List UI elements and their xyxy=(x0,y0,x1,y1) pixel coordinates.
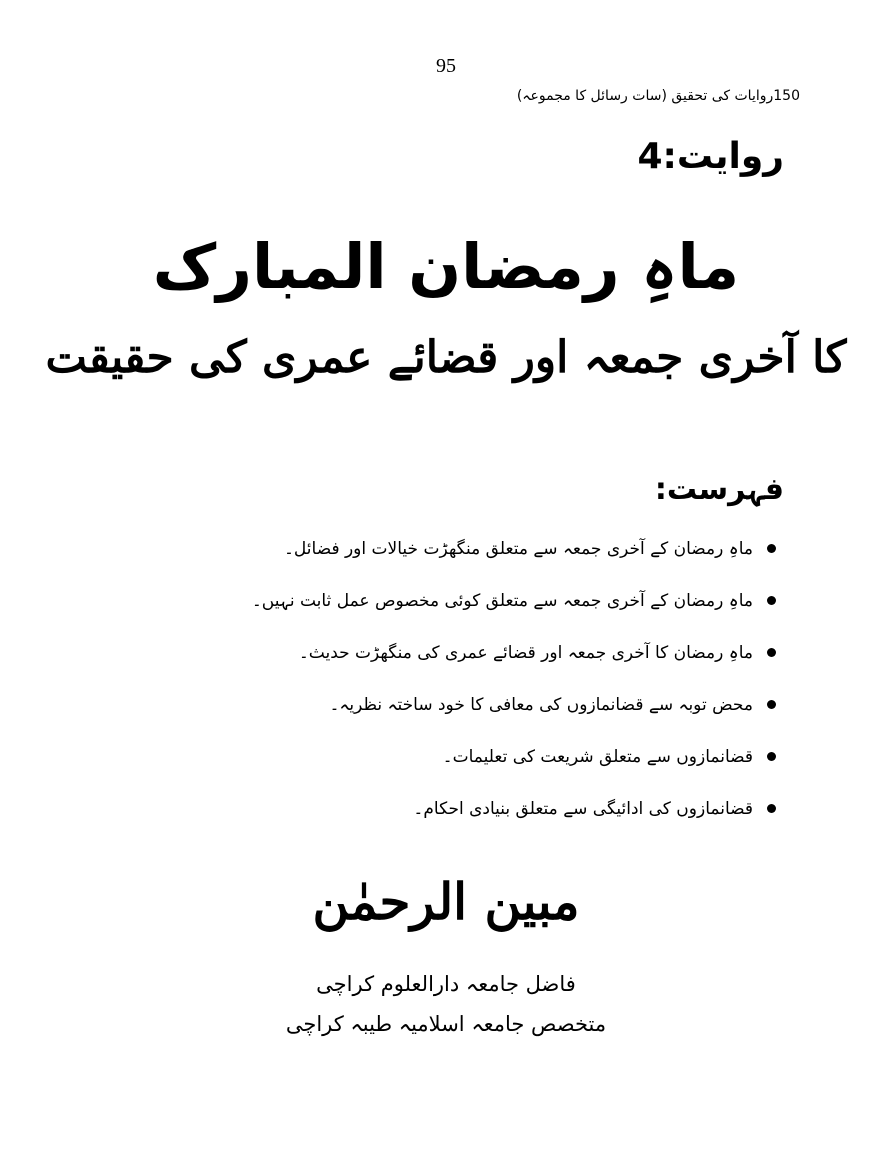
bullet-icon xyxy=(767,752,776,761)
toc-item xyxy=(256,626,776,678)
toc-item xyxy=(256,782,776,834)
toc-item-text: ماہِ رمضان کا آخری جمعہ اور قضائے عمری کی منگھڑت حدیث۔ xyxy=(298,642,753,663)
main-title: ماہِ رمضان المبارک xyxy=(152,230,740,303)
toc-item-text: محض توبہ سے قضانمازوں کی معافی کا خود ساختہ نظریہ۔ xyxy=(329,694,753,715)
toc-item xyxy=(256,522,776,574)
toc-item-text: قضانمازوں کی ادائیگی سے متعلق بنیادی احکام۔ xyxy=(413,798,753,819)
running-header: 150روایات کی تحقیق (سات رسائل کا مجموعہ) xyxy=(516,88,800,104)
page-number: 95 xyxy=(436,55,456,77)
toc-list xyxy=(251,522,776,834)
author-credential: متخصص جامعہ اسلامیہ طیبہ کراچی xyxy=(285,1012,607,1036)
bullet-icon xyxy=(767,544,776,553)
bullet-icon xyxy=(767,596,776,605)
bullet-icon xyxy=(767,648,776,657)
toc-item-text: ماہِ رمضان کے آخری جمعہ سے متعلق منگھڑت خیالات اور فضائل۔ xyxy=(283,538,753,559)
riwayat-label: روایت:4 xyxy=(637,136,784,177)
toc-item xyxy=(256,678,776,730)
toc-heading: فہرست: xyxy=(654,472,784,507)
toc-item-text: قضانمازوں سے متعلق شریعت کی تعلیمات۔ xyxy=(442,746,753,767)
toc-item xyxy=(256,730,776,782)
toc-item xyxy=(251,574,776,626)
sub-title: کا آخری جمعہ اور قضائے عمری کی حقیقت xyxy=(45,332,847,383)
toc-item-text: ماہِ رمضان کے آخری جمعہ سے متعلق کوئی مخصوص عمل ثابت نہیں۔ xyxy=(251,590,753,611)
author-credential: فاضل جامعہ دارالعلوم کراچی xyxy=(316,972,576,996)
bullet-icon xyxy=(767,804,776,813)
author-name: مبین الرحمٰن xyxy=(312,872,580,931)
bullet-icon xyxy=(767,700,776,709)
